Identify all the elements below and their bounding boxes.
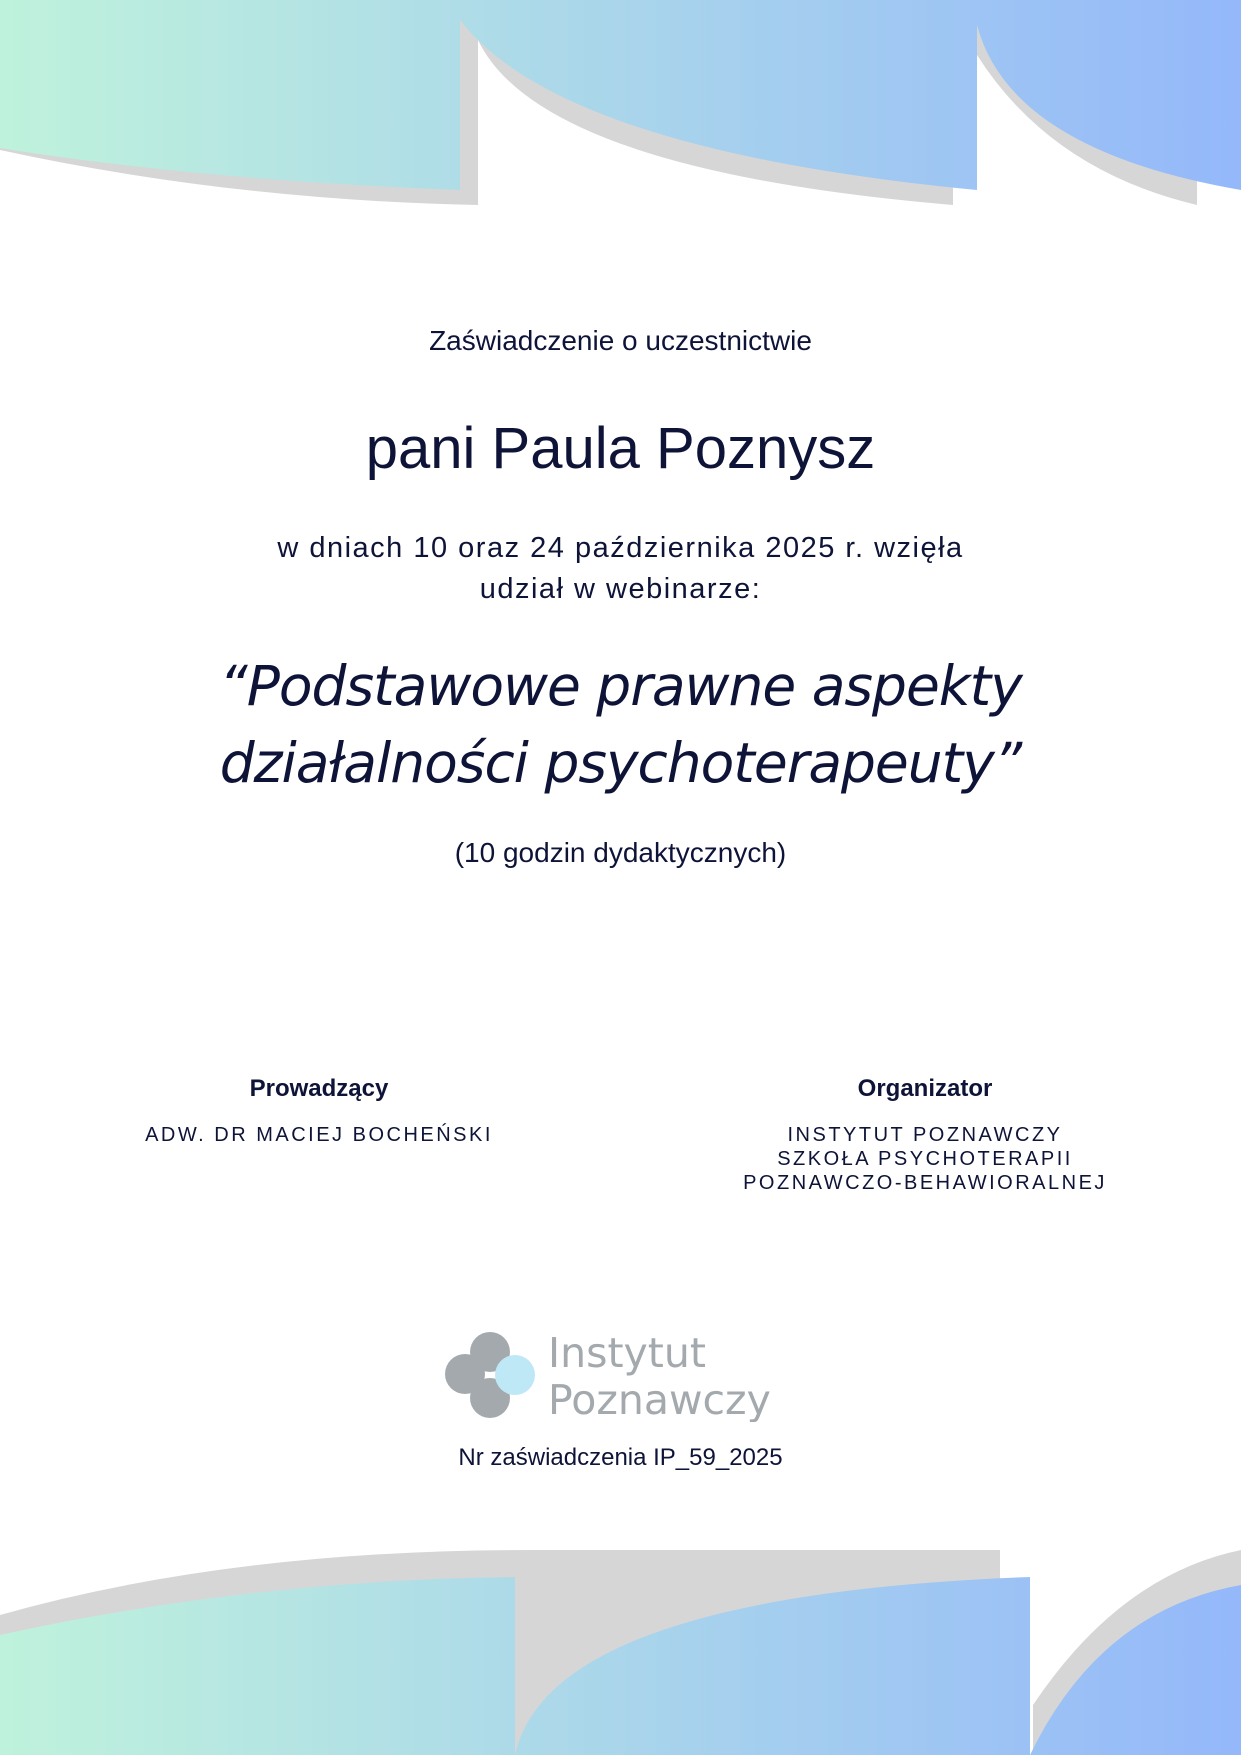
participation-dates [0,528,1241,610]
logo-line-1: Instytut [548,1329,706,1377]
certificate-heading: Zaświadczenie o uczestnictwie [429,325,812,356]
bottom-wave-decoration [0,1545,1241,1755]
instructor-heading: Prowadzący [249,1075,389,1102]
organizer-line-1: INSTYTUT POZNAWCZY [787,1124,1063,1146]
institute-logo [440,1322,790,1422]
organizer-block [695,1075,1155,1195]
organizer-line-2: SZKOŁA PSYCHOTERAPII [777,1148,1073,1170]
webinar-title [0,648,1241,802]
recipient-name: pani Paula Poznysz [365,416,876,481]
didactic-hours: (10 godzin dydaktycznych) [454,837,787,868]
organizer-heading: Organizator [857,1075,993,1102]
organizer-line-3: POZNAWCZO-BEHAWIORALNEJ [743,1172,1107,1194]
dates-line-2: udział w webinarze: [479,573,762,605]
instructor-name: ADW. DR MACIEJ BOCHEŃSKI [145,1124,493,1146]
title-line-1: “Podstawowe prawne aspekty [219,654,1022,718]
title-line-2: działalności psychoterapeuty” [219,731,1022,795]
dates-line-1: w dniach 10 oraz 24 października 2025 r. wzięła [277,532,964,564]
logo-line-2: Poznawczy [548,1376,771,1422]
certificate-number: Nr zaświadczenia IP_59_2025 [458,1444,783,1471]
top-wave-decoration [0,0,1241,210]
instructor-block [89,1075,549,1147]
